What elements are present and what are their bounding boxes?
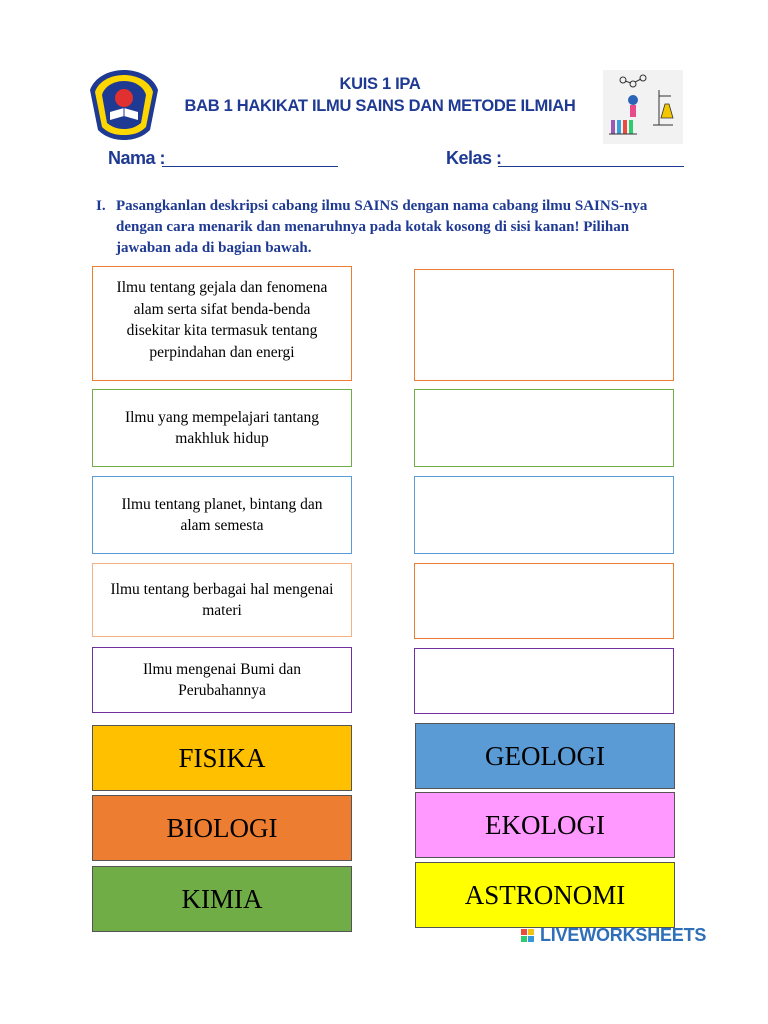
watermark-text: LIVEWORKSHEETS	[540, 925, 707, 945]
answer-slot-3[interactable]	[414, 476, 674, 554]
answer-slot-1[interactable]	[414, 269, 674, 381]
choice-ekologi[interactable]: EKOLOGI	[415, 792, 675, 858]
chapter-title: BAB 1 HAKIKAT ILMU SAINS DAN METODE ILMIAH	[184, 97, 576, 115]
nama-line	[162, 166, 338, 167]
description-3: Ilmu tentang planet, bintang dan alam semesta	[92, 476, 352, 554]
instruction-text: Pasangkanlan deskripsi cabang ilmu SAINS dengan nama cabang ilmu SAINS-nya dengan cara menarik dan menaruhnya pada kotak kosong di sisi kanan! Pilihan jawaban ada di bagian bawah.	[116, 198, 648, 256]
instruction-number: I.	[96, 198, 106, 214]
answer-slot-2[interactable]	[414, 389, 674, 467]
liveworksheets-watermark	[520, 925, 706, 946]
science-lab-icon	[603, 70, 683, 144]
choice-kimia[interactable]: KIMIA	[92, 866, 352, 932]
choice-astronomi[interactable]: ASTRONOMI	[415, 862, 675, 928]
kelas-label: Kelas :	[446, 148, 502, 168]
kelas-line	[498, 166, 684, 167]
nama-label: Nama :	[108, 148, 166, 168]
quiz-title: KUIS 1 IPA	[339, 75, 421, 93]
choice-geologi[interactable]: GEOLOGI	[415, 723, 675, 789]
description-1: Ilmu tentang gejala dan fenomena alam serta sifat benda-benda disekitar kita termasuk tentang perpindahan dan energi	[92, 266, 352, 381]
description-4: Ilmu tentang berbagai hal mengenai materi	[92, 563, 352, 637]
school-crest-icon	[88, 68, 160, 142]
answer-slot-5[interactable]	[414, 648, 674, 714]
description-5: Ilmu mengenai Bumi dan Perubahannya	[92, 647, 352, 713]
answer-slot-4[interactable]	[414, 563, 674, 639]
instruction	[96, 196, 686, 259]
choice-fisika[interactable]: FISIKA	[92, 725, 352, 791]
description-2: Ilmu yang mempelajari tantang makhluk hidup	[92, 389, 352, 467]
liveworksheets-logo-icon	[520, 927, 540, 945]
choice-biologi[interactable]: BIOLOGI	[92, 795, 352, 861]
